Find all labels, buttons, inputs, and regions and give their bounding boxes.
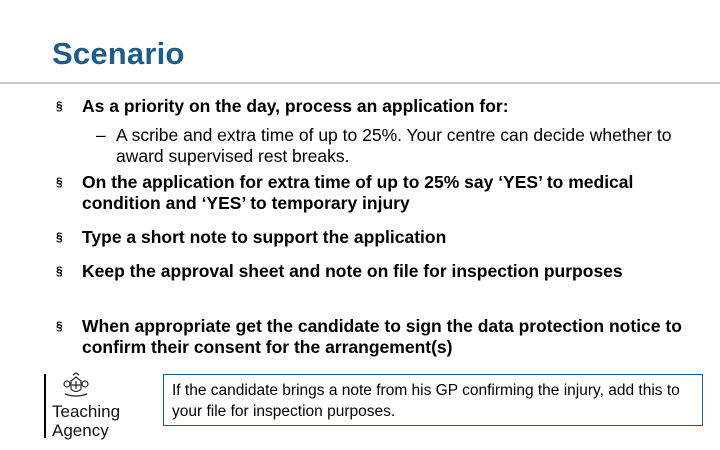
sub-bullet-dash: –: [96, 125, 106, 145]
teaching-agency-logo: [44, 372, 140, 440]
bullet-text: Type a short note to support the application: [82, 227, 447, 247]
bullet-marker: §: [56, 319, 63, 333]
bullet-marker: §: [56, 175, 63, 189]
logo-divider: [44, 374, 46, 438]
title-divider: [0, 82, 720, 84]
bullet-marker: §: [56, 230, 63, 244]
royal-crest-icon: [62, 372, 90, 398]
logo-text-line-1: Teaching: [52, 402, 121, 421]
sub-bullet-item: [96, 125, 696, 167]
sub-bullet-text: A scribe and extra time of up to 25%. Your centre can decide whether to award supervised rest breaks.: [116, 125, 672, 166]
bullet-item: [56, 316, 696, 358]
bullet-item: [56, 261, 696, 282]
bullet-item: [56, 96, 696, 117]
note-callout-box: If the candidate brings a note from his GP confirming the injury, add this to your file for inspection purposes.: [163, 374, 703, 426]
bullet-text: When appropriate get the candidate to sign the data protection notice to confirm their consent for the arrangement(s): [82, 316, 682, 357]
bullet-marker: §: [56, 99, 63, 113]
bullet-text: As a priority on the day, process an application for:: [82, 96, 509, 116]
bullet-item: [56, 227, 696, 248]
bullet-marker: §: [56, 264, 63, 278]
bullet-text: Keep the approval sheet and note on file for inspection purposes: [82, 261, 623, 281]
slide-title: Scenario: [52, 36, 185, 71]
bullet-text: On the application for extra time of up to 25% say ‘YES’ to medical condition and ‘YES’ to temporary injury: [82, 172, 634, 213]
bullet-item: [56, 172, 696, 214]
logo-text-line-2: Agency: [52, 421, 109, 440]
